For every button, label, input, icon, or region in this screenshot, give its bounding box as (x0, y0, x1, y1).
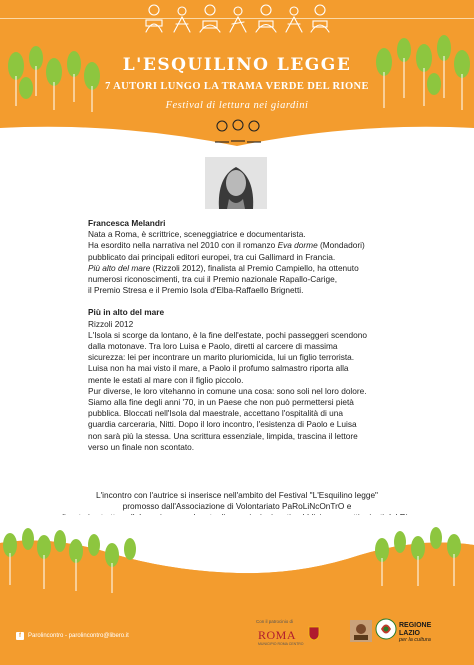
event-line: L'incontro con l'autrice si inserisce nell'ambito del Festival "L'Esquilino legge" (95, 490, 379, 500)
book-publisher: Rizzoli 2012 (88, 318, 134, 329)
municipality-shield-icon (308, 626, 320, 641)
author-bio-line: Nata a Roma, è scrittrice, sceneggiatrice e documentarista. (88, 229, 306, 240)
synopsis-line: Siamo alla fine degli anni '70, in un Paese che non può permettersi pietà (88, 397, 354, 408)
synopsis-line: pubblica. Bloccati nell'Isola dal maestrale, accettano l'ospitalità di una (88, 408, 343, 419)
reading-people-doodle-icon (140, 2, 335, 36)
synopsis-line: non sarà più la stessa. Una scrittura essenziale, limpida, trascina il lettore (88, 430, 358, 441)
author-bio-line: Ha esordito nella narrativa nel 2010 con il romanzo Eva dorme (Mondadori) (88, 240, 365, 251)
trees-bottom-left-icon (0, 525, 150, 595)
roma-logo: ROMA (258, 628, 297, 642)
page-title: L'ESQUILINO LEGGE (122, 55, 352, 75)
social-contact[interactable] (16, 632, 129, 640)
regione-lazio-text: REGIONE LAZIO per la cultura (399, 622, 432, 643)
synopsis-line: dalla motonave. Tra loro Luisa e Paolo, diretti al carcere di massima (88, 341, 338, 352)
regione-lazio-logo-icon (375, 616, 397, 644)
synopsis-line: L'Isola si scorge da lontano, è la fine dell'estate, pochi passeggeri scendono (88, 329, 367, 340)
author-name: Francesca Melandri (88, 218, 166, 228)
page-subtitle: 7 AUTORI LUNGO LA TRAMA VERDE DEL RIONE (105, 81, 369, 92)
social-text: Parolincontro - parolincontro@libero.it (28, 633, 129, 639)
trees-bottom-right-icon (368, 520, 474, 590)
synopsis-line: Luisa non ha mai visto il mare, a Paolo il profumo salmastro riporta alla (88, 363, 349, 374)
author-photo (205, 157, 267, 209)
readers-doodle-icon (212, 118, 264, 148)
synopsis-line: Pur diverse, le loro vitehanno in comune una cosa: sono soli nel loro dolore. (88, 385, 367, 396)
synopsis-line: mente le estati al mare con il figlio piccolo. (88, 374, 244, 385)
synopsis-line: guardia carceraria, Nitti. Dopo il loro incontro, l'esistenza di Paolo e Luisa (88, 419, 357, 430)
article-body (88, 218, 468, 453)
synopsis-line: verso un finale non scontato. (88, 441, 195, 452)
author-bio-line: Più alto del mare (Rizzoli 2012), finalista al Premio Campiello, ha ottenuto (88, 262, 359, 273)
festival-tagline: Festival di lettura nei giardini (165, 100, 309, 111)
facebook-icon[interactable]: f (16, 632, 24, 640)
partners-label: Con il patrocinio di (256, 619, 294, 624)
book-title: Più in alto del mare (88, 307, 165, 318)
roma-subtitle: MUNICIPIO ROMA CENTRO (258, 642, 304, 646)
author-bio-line: pubblicato dai principali editori europei, tra cui Gallimard in Francia. (88, 251, 336, 262)
partner-logo-icon (350, 620, 372, 642)
synopsis-line: sicurezza: lei per incontrare un marito pluriomicida, lui un figlio terrorista. (88, 352, 355, 363)
event-line: promosso dall'Associazione di Volontariato PaRoLiNcOnTrO e (122, 501, 352, 512)
author-bio-line: numerosi riconoscimenti, tra cui il Premio nazionale Rapallo-Carige, (88, 274, 338, 285)
author-bio-line: il Premio Stresa e il Premio Isola d'Elba-Raffaello Brignetti. (88, 285, 304, 296)
